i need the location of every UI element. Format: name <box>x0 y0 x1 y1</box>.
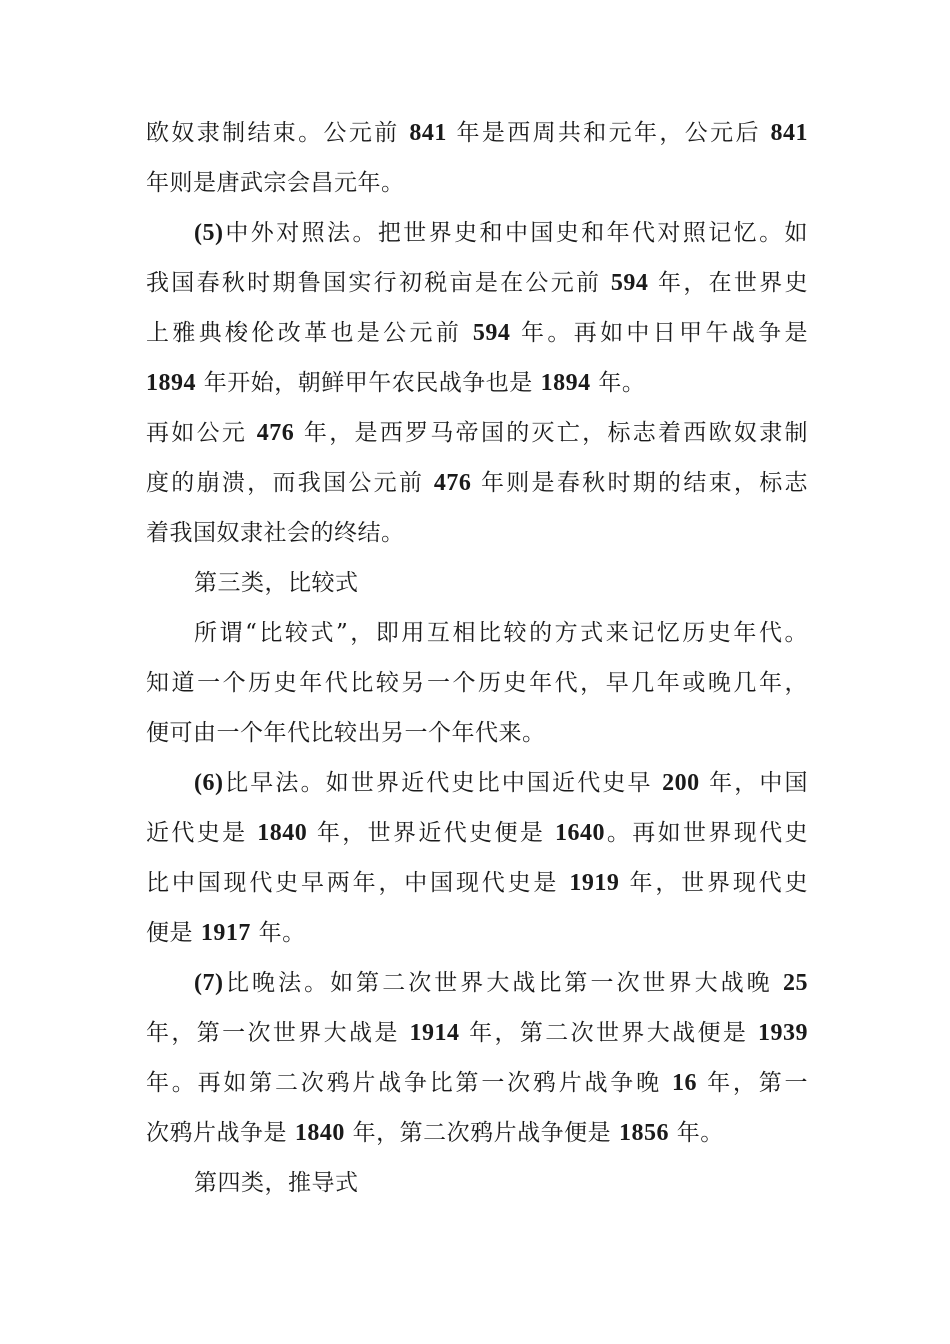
text-line-4: 我国春秋时期鲁国实行初税亩是在公元前 594 年，在世界史 <box>146 270 809 296</box>
paragraph-7-heading-line: (7)比晚法。如第二次世界大战比第一次世界大战晚 25 <box>194 970 808 996</box>
text-line-11: 所谓“比较式”，即用互相比较的方式来记忆历史年代。 <box>194 620 808 646</box>
text-line-16: 比中国现代史早两年，中国现代史是 1919 年，世界现代史 <box>146 870 808 896</box>
paragraph-6-heading-line: (6)比早法。如世界近代史比中国近代史早 200 年，中国 <box>194 770 809 796</box>
document-page <box>146 108 808 1208</box>
text-line-21: 次鸦片战争是 1840 年，第二次鸦片战争便是 1856 年。 <box>146 1120 724 1146</box>
text-line-6: 1894 年开始，朝鲜甲午农民战争也是 1894 年。 <box>146 370 646 396</box>
text-line-20: 年。再如第二次鸦片战争比第一次鸦片战争晚 16 年，第一 <box>146 1070 809 1096</box>
text-line-15: 近代史是 1840 年，世界近代史便是 1640。再如世界现代史 <box>146 820 809 846</box>
paragraph-5-heading-line: (5)中外对照法。把世界史和中国史和年代对照记忆。如 <box>194 220 808 246</box>
section-3-heading: 第三类，比较式 <box>194 570 359 596</box>
text-line-12: 知道一个历史年代比较另一个历史年代，早几年或晚几年， <box>146 670 808 696</box>
text-line-8: 度的崩溃，而我国公元前 476 年则是春秋时期的结束，标志 <box>146 470 809 496</box>
text-line-5: 上雅典梭伦改革也是公元前 594 年。再如中日甲午战争是 <box>146 320 809 346</box>
text-line-2: 年则是唐武宗会昌元年。 <box>146 170 405 196</box>
text-line-9: 着我国奴隶社会的终结。 <box>146 520 405 546</box>
text-line-7: 再如公元 476 年，是西罗马帝国的灭亡，标志着西欧奴隶制 <box>146 420 809 446</box>
section-4-heading: 第四类，推导式 <box>194 1170 359 1196</box>
text-line-1: 欧奴隶制结束。公元前 841 年是西周共和元年，公元后 841 <box>146 120 809 146</box>
text-line-19: 年，第一次世界大战是 1914 年，第二次世界大战便是 1939 <box>146 1020 808 1046</box>
text-line-17: 便是 1917 年。 <box>146 920 306 946</box>
text-line-13: 便可由一个年代比较出另一个年代来。 <box>146 720 546 746</box>
